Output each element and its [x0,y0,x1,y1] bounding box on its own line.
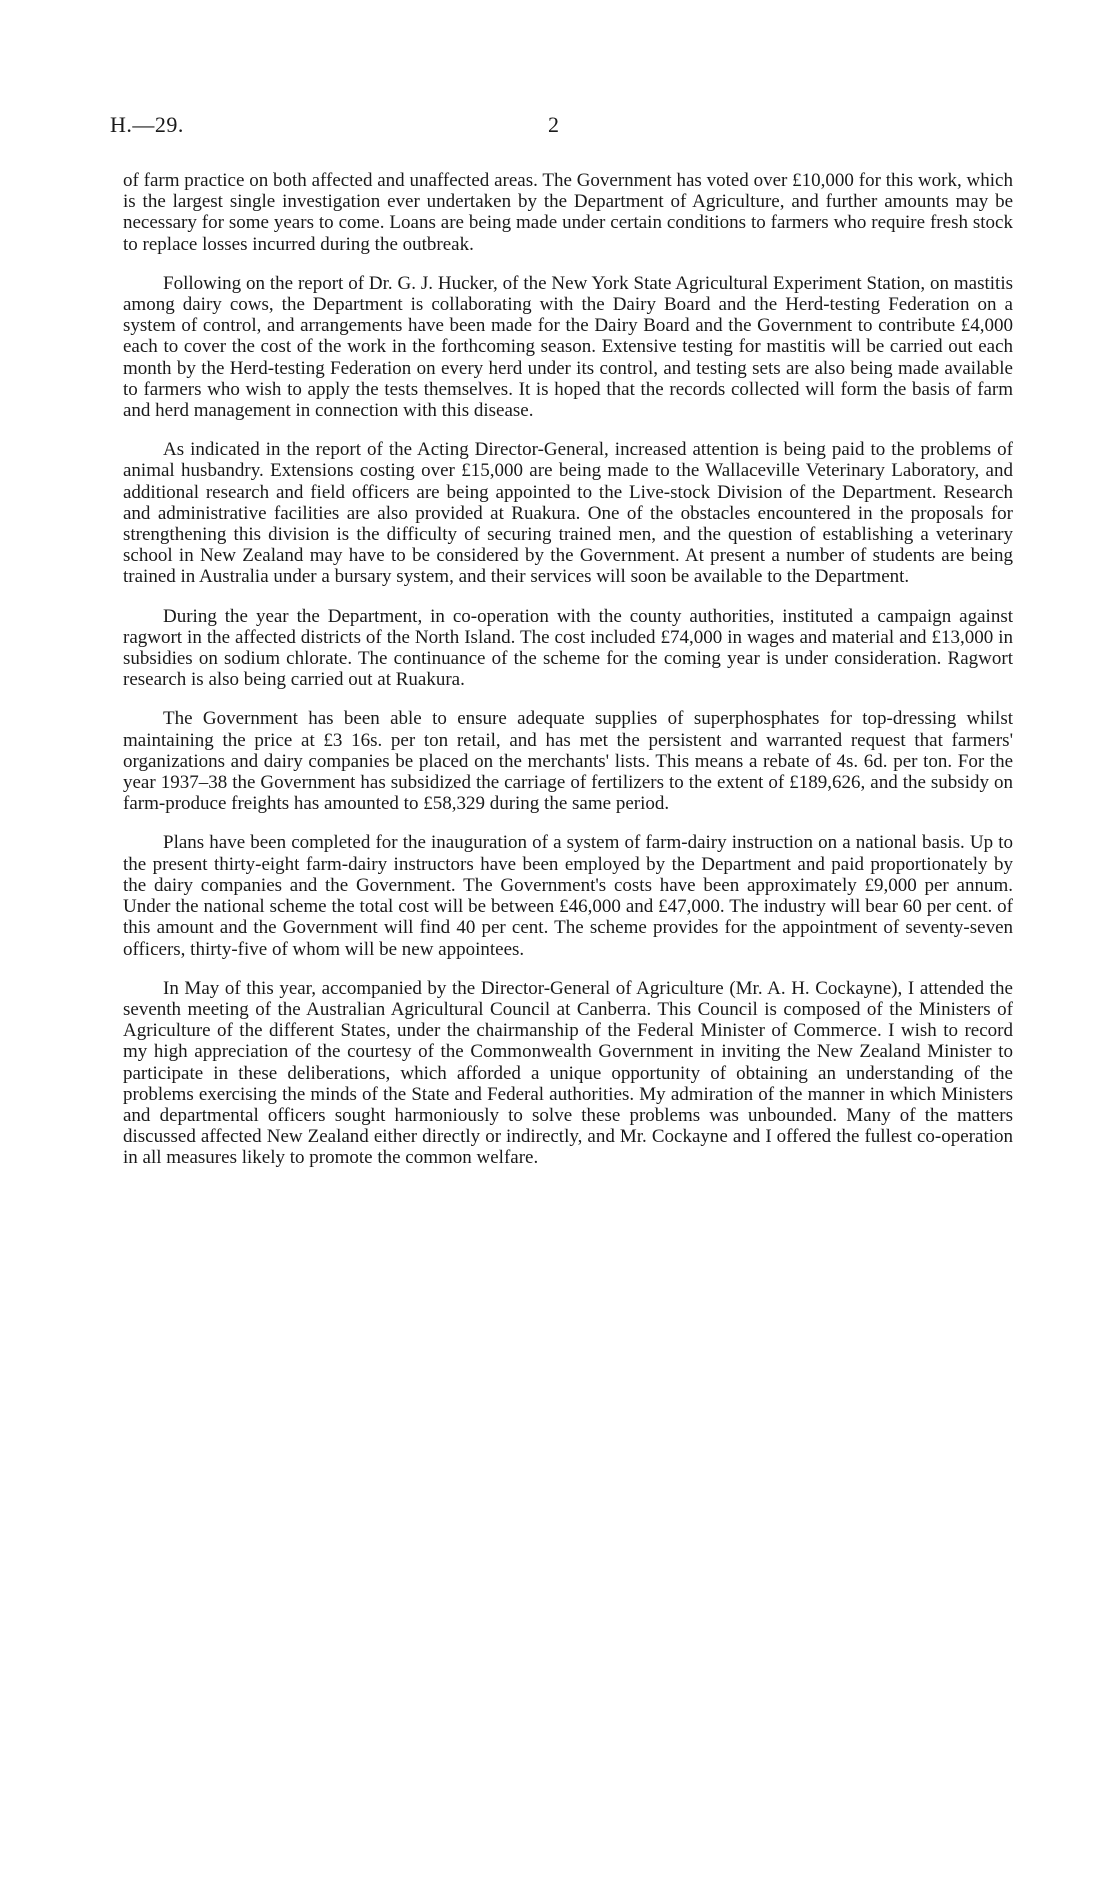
page-number: 2 [548,112,559,137]
page-header [110,112,1000,142]
document-reference: H.—29. [110,112,184,137]
paragraph-agricultural-council: In May of this year, accompanied by the Director-General of Agriculture (Mr. A. H. Cockayne), I attended the seventh meeting of the Australian Agricultural Council at Canberra. This Council is composed of the Ministers of Agriculture of the different States, under the chairmanship of the Federal Minister of Commerce. I wish to record my high appreciation of the courtesy of the Commonwealth Government in inviting the New Zealand Minister to participate in these deliberations, which afforded a unique opportunity of obtaining an understanding of the problems exercising the minds of the State and Federal authorities. My admiration of the manner in which Ministers and departmental officers sought harmoniously to solve these problems was unbounded. Many of the matters discussed affected New Zealand either directly or indirectly, and Mr. Cockayne and I offered the fullest co-operation in all measures likely to promote the common welfare. [123,977,1013,1169]
paragraph-animal-husbandry: As indicated in the report of the Acting Director-General, increased attention is being paid to the problems of animal husbandry. Extensions costing over £15,000 are being made to the Wallaceville Veterinary Laboratory, and additional research and field officers are being appointed to the Live-stock Division of the Department. Research and administrative facilities are also provided at Ruakura. One of the obstacles encountered in the proposals for strengthening this division is the difficulty of securing trained men, and the question of establishing a veterinary school in New Zealand may have to be considered by the Government. At present a number of students are being trained in Australia under a bursary system, and their services will soon be available to the Department. [123,439,1013,588]
paragraph-ragwort: During the year the Department, in co-operation with the county authorities, instituted a campaign against ragwort in the affected districts of the North Island. The cost included £74,000 in wages and material and £13,000 in subsidies on sodium chlorate. The continuance of the scheme for the coming year is under consideration. Ragwort research is also being carried out at Ruakura. [123,605,1013,691]
body-text [123,170,1013,1187]
paragraph-continuation-farm-practice: of farm practice on both affected and unaffected areas. The Government has voted over £10,000 for this work, which is the largest single investigation ever undertaken by the Department of Agriculture, and further amounts may be necessary for some years to come. Loans are being made under certain conditions to farmers who require fresh stock to replace losses incurred during the outbreak. [123,170,1013,255]
paragraph-farm-dairy-instruction: Plans have been completed for the inauguration of a system of farm-dairy instruction on a national basis. Up to the present thirty-eight farm-dairy instructors have been employed by the Department and paid proportionately by the dairy companies and the Government. The Government's costs have been approximately £9,000 per annum. Under the national scheme the total cost will be between £46,000 and £47,000. The industry will bear 60 per cent. of this amount and the Government will find 40 per cent. The scheme provides for the appointment of seventy-seven officers, thirty-five of whom will be new appointees. [123,832,1013,960]
paragraph-superphosphates: The Government has been able to ensure adequate supplies of superphosphates for top-dressing whilst maintaining the price at £3 16s. per ton retail, and has met the persistent and warranted request that farmers' organizations and dairy companies be placed on the merchants' lists. This means a rebate of 4s. 6d. per ton. For the year 1937–38 the Government has subsidized the carriage of fertilizers to the extent of £189,626, and the subsidy on farm-produce freights has amounted to £58,329 during the same period. [123,708,1013,815]
paragraph-mastitis: Following on the report of Dr. G. J. Hucker, of the New York State Agricultural Experiment Station, on mastitis among dairy cows, the Department is collaborating with the Dairy Board and the Herd-testing Federation on a system of control, and arrangements have been made for the Dairy Board and the Government to contribute £4,000 each to cover the cost of the work in the forthcoming season. Extensive testing for mastitis will be carried out each month by the Herd-testing Federation on every herd under its control, and testing sets are also being made available to farmers who wish to apply the tests themselves. It is hoped that the records collected will form the basis of farm and herd management in connection with this disease. [123,272,1013,422]
